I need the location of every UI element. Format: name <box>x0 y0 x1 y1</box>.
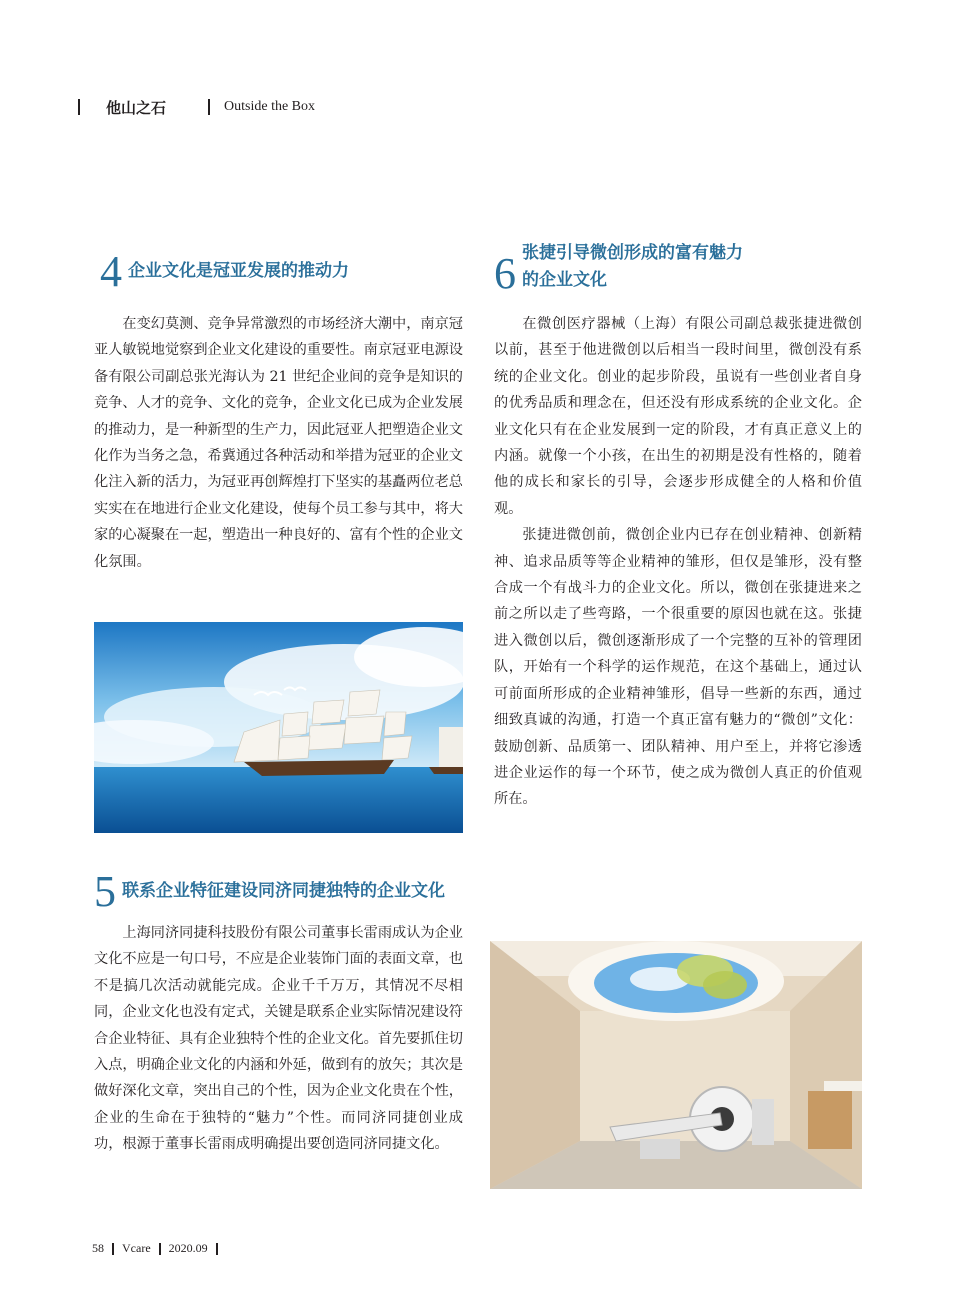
section-name-en: Outside the Box <box>224 99 316 114</box>
running-header <box>78 96 315 118</box>
footer-divider <box>159 1243 161 1255</box>
section-number: 6 <box>494 249 516 298</box>
section-title <box>522 240 743 294</box>
header-divider <box>208 99 210 115</box>
ct-room-photo <box>490 941 862 1189</box>
page-number: 58 <box>92 1241 104 1255</box>
header-divider <box>78 99 80 115</box>
section-5-heading <box>94 867 445 916</box>
sailing-ship-photo <box>94 622 463 833</box>
section-4-heading <box>100 247 349 296</box>
paragraph: 上海同济同捷科技股份有限公司董事长雷雨成认为企业文化不应是一句口号，不应是企业装饰门面的表面文章，也不是搞几次活动就能完成。企业千千万万，其情况不尽相同，企业文化也没有定式，关键是联系企业实际情况建设符合企业特征、具有企业独特个性的企业文化。首先要抓住切入点，明确企业文化的内涵和外延，做到有的放矢；其次是做好深化文章，突出自己的个性，因为企业文化贵在个性，企业的生命在于独特的“魅力”个性。而同济同捷创业成功，根源于董事长雷雨成明确提出要创造同济同捷文化。 <box>94 925 463 1153</box>
section-5-body <box>94 920 463 1158</box>
footer-divider <box>112 1243 114 1255</box>
page-footer <box>92 1241 226 1256</box>
title-line: 张捷引导微创形成的富有魅力 <box>522 243 743 263</box>
footer-divider <box>216 1243 218 1255</box>
section-number: 4 <box>100 247 122 296</box>
section-number: 5 <box>94 867 116 916</box>
paragraph: 张捷进微创前，微创企业内已存在创业精神、创新精神、追求品质等等企业精神的雏形，但仅是雏形，没有整合成一个有战斗力的企业文化。所以，微创在张捷进来之前之所以走了些弯路，一个很重要的原因也就在这。张捷进入微创以后，微创逐渐形成了一个完整的互补的管理团队，开始有一个科学的运作规范，在这个基础上，通过认可前面所形成的企业精神雏形，倡导一些新的东西，通过细致真诚的沟通，打造一个真正富有魅力的“微创”文化：鼓励创新、品质第一、团队精神、用户至上，并将它渗透进企业运作的每一个环节，使之成为微创人真正的价值观所在。 <box>494 527 862 808</box>
section-6-body <box>494 311 862 813</box>
section-6-heading <box>494 240 743 298</box>
issue-date: 2020.09 <box>168 1241 208 1255</box>
section-name-cn: 他山之石 <box>106 98 167 117</box>
title-line: 的企业文化 <box>522 270 607 290</box>
magazine-name: Vcare <box>122 1241 151 1255</box>
section-title: 企业文化是冠亚发展的推动力 <box>128 261 349 281</box>
section-title: 联系企业特征建设同济同捷独特的企业文化 <box>122 881 445 901</box>
section-4-body <box>94 311 463 575</box>
paragraph: 在微创医疗器械（上海）有限公司副总裁张捷进微创以前，甚至于他进微创以后相当一段时间里，微创没有系统的企业文化。创业的起步阶段，虽说有一些创业者自身的优秀品质和理念在，但还没有形成系统的企业文化。企业文化只有在企业发展到一定的阶段，才有真正意义上的内涵。就像一个小孩，在出生的初期是没有性格的，随着他的成长和家长的引导，会逐步形成健全的人格和价值观。 <box>494 316 862 517</box>
paragraph: 在变幻莫测、竞争异常激烈的市场经济大潮中，南京冠亚人敏锐地觉察到企业文化建设的重要性。南京冠亚电源设备有限公司副总张光海认为 21 世纪企业间的竞争是知识的竞争、人才的竞争、文化的竞争，企业文化已成为企业发展的推动力，是一种新型的生产力，因此冠亚人把塑造企业文化作为当务之急，希冀通过各种活动和举措为冠亚的企业文化注入新的活力，为冠亚再创辉煌打下坚实的基矗两位老总实实在在地进行企业文化建设，使每个员工参与其中，将大家的心凝聚在一起，塑造出一种良好的、富有个性的企业文化氛围。 <box>94 316 463 570</box>
